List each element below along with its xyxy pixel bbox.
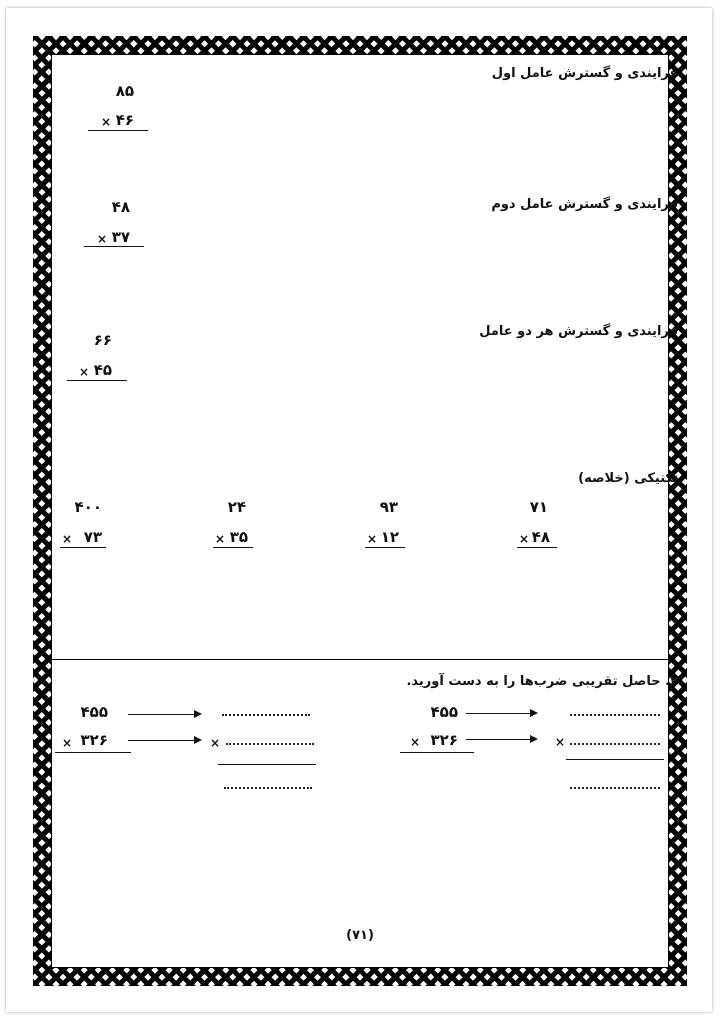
times-sign: × xyxy=(519,532,530,546)
times-sign: × xyxy=(97,232,108,246)
sum-line xyxy=(365,547,405,548)
sum-line xyxy=(517,547,557,548)
question3-heading: ۳. حاصل تقریبی ضرب‌ها را به دست آورید. xyxy=(406,674,678,689)
content-area xyxy=(51,54,669,968)
page-number: (۷۱) xyxy=(346,928,374,943)
times-sign: × xyxy=(410,735,421,749)
sum-line xyxy=(566,759,664,760)
multiplier: ۷۳ xyxy=(83,528,102,546)
sum-line xyxy=(213,547,253,548)
times-sign: × xyxy=(101,115,112,129)
answer-blank[interactable] xyxy=(224,787,312,789)
answer-blank[interactable] xyxy=(570,714,660,716)
multiplier: ۱۲ xyxy=(380,528,399,546)
multiplier: ۳۷ xyxy=(111,228,130,246)
multiplicand: ۶۶ xyxy=(93,331,112,349)
multiplier: ۴۸ xyxy=(531,528,550,546)
sum-line xyxy=(55,752,131,753)
arrow-icon xyxy=(466,739,536,740)
answer-blank[interactable] xyxy=(222,714,310,716)
multiplicand: ۴۸ xyxy=(111,198,130,216)
times-sign: × xyxy=(62,736,73,750)
multiplicand: ۴۵۵ xyxy=(430,703,458,721)
multiplicand: ۷۱ xyxy=(529,498,548,516)
arrow-icon xyxy=(128,714,200,715)
times-sign: × xyxy=(215,532,226,546)
sum-line xyxy=(67,380,127,381)
heading-first-factor: فرایندی و گسترش عامل اول xyxy=(491,66,678,81)
answer-blank[interactable] xyxy=(570,787,660,789)
times-sign: × xyxy=(555,735,566,749)
arrow-icon xyxy=(128,740,200,741)
multiplicand: ۴۰۰ xyxy=(74,498,102,516)
arrow-icon xyxy=(466,713,536,714)
sum-line xyxy=(88,130,148,131)
answer-blank[interactable] xyxy=(570,743,660,745)
section-divider xyxy=(52,659,668,660)
multiplier: ۴۶ xyxy=(115,111,134,129)
times-sign: × xyxy=(79,365,90,379)
multiplier: ۴۵ xyxy=(93,361,112,379)
heading-technical: تکنیکی (خلاصه) xyxy=(578,471,678,486)
multiplicand: ۸۵ xyxy=(115,82,134,100)
multiplicand: ۹۳ xyxy=(379,498,398,516)
heading-second-factor: فرایندی و گسترش عامل دوم xyxy=(491,197,678,212)
multiplicand: ۲۴ xyxy=(227,498,246,516)
sum-line xyxy=(400,752,474,753)
times-sign: × xyxy=(62,532,73,546)
sum-line xyxy=(60,547,106,548)
times-sign: × xyxy=(210,736,221,750)
answer-blank[interactable] xyxy=(226,743,314,745)
multiplier: ۳۵ xyxy=(229,528,248,546)
times-sign: × xyxy=(367,532,378,546)
sum-line xyxy=(84,246,144,247)
multiplier: ۳۲۶ xyxy=(80,731,108,749)
sum-line xyxy=(218,764,316,765)
heading-both-factors: فرایندی و گسترش هر دو عامل xyxy=(479,324,678,339)
multiplier: ۳۲۶ xyxy=(430,731,458,749)
multiplicand: ۴۵۵ xyxy=(80,703,108,721)
